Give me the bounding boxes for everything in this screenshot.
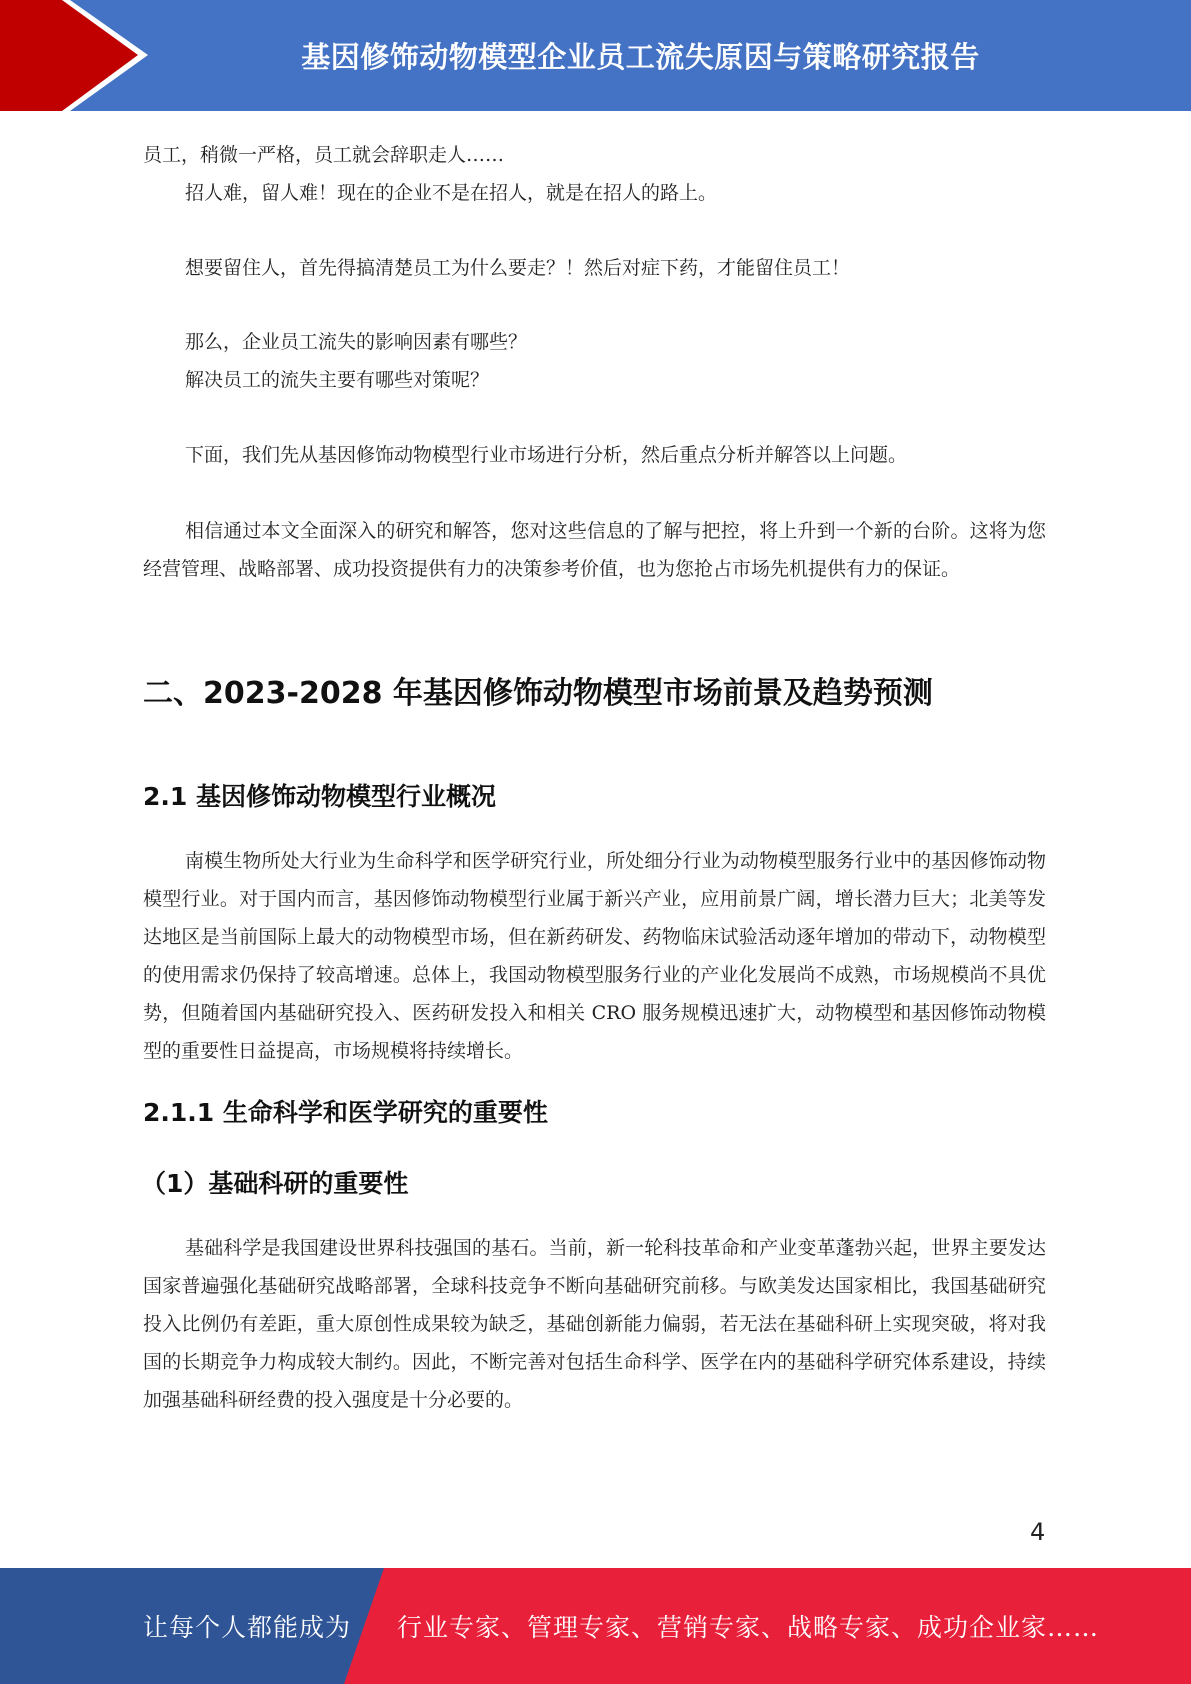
paragraph-value: 相信通过本文全面深入的研究和解答，您对这些信息的了解与把控，将上升到一个新的台阶。这将为您经营管理、战略部署、成功投资提供有力的决策参考价值，也为您抢占市场先机提供有力的保证。 — [143, 520, 1046, 580]
header-arrow-icon — [0, 0, 150, 111]
paragraph-question-strategies: 解决员工的流失主要有哪些对策呢？ — [185, 369, 490, 391]
page-number: 4 — [1030, 1518, 1046, 1546]
paragraph-retain: 想要留住人，首先得搞清楚员工为什么要走？！然后对症下药，才能留住员工！ — [185, 257, 851, 279]
header-title: 基因修饰动物模型企业员工流失原因与策略研究报告 — [301, 40, 980, 74]
item-heading-basic-research: （1）基础科研的重要性 — [141, 1169, 409, 1198]
subsection-heading-2-1-1: 2.1.1 生命科学和医学研究的重要性 — [143, 1098, 548, 1127]
paragraph-continued: 员工，稍微一严格，员工就会辞职走人…… — [143, 144, 505, 166]
paragraph-basic-research: 基础科学是我国建设世界科技强国的基石。当前，新一轮科技革命和产业变革蓬勃兴起，世界主要发达国家普遍强化基础研究战略部署，全球科技竞争不断向基础研究前移。与欧美发达国家相比，我国基础研究投入比例仍有差距，重大原创性成果较为缺乏，基础创新能力偏弱，若无法在基础科研上实现突破，将对我国的长期竞争力构成较大制约。因此，不断完善对包括生命科学、医学在内的基础科学研究体系建设，持续加强基础科研经费的投入强度是十分必要的。 — [143, 1237, 1046, 1411]
footer-slogan-left: 让每个人都能成为 — [143, 1613, 352, 1642]
paragraph-analysis-intro: 下面，我们先从基因修饰动物模型行业市场进行分析，然后重点分析并解答以上问题。 — [185, 444, 908, 466]
paragraph-industry-overview: 南模生物所处大行业为生命科学和医学研究行业，所处细分行业为动物模型服务行业中的基因修饰动物模型行业。对于国内而言，基因修饰动物模型行业属于新兴产业，应用前景广阔，增长潜力巨大；北美等发达地区是当前国际上最大的动物模型市场，但在新药研发、药物临床试验活动逐年增加的带动下，动物模型的使用需求仍保持了较高增速。总体上，我国动物模型服务行业的产业化发展尚不成熟，市场规模尚不具优势，但随着国内基础研究投入、医药研发投入和相关 CRO 服务规模迅速扩大，动物模型和基因修饰动物模型的重要性日益提高，市场规模将持续增长。 — [143, 850, 1046, 1062]
footer-slogan-right: 行业专家、管理专家、营销专家、战略专家、成功企业家…… — [397, 1613, 1100, 1642]
subsection-heading-2-1: 2.1 基因修饰动物模型行业概况 — [143, 782, 496, 811]
page-header — [0, 0, 1191, 111]
paragraph-question-factors: 那么，企业员工流失的影响因素有哪些？ — [185, 331, 528, 353]
page-footer — [0, 1568, 1191, 1684]
section-heading: 二、2023-2028 年基因修饰动物模型市场前景及趋势预测 — [143, 676, 933, 711]
paragraph-hiring: 招人难，留人难！现在的企业不是在招人，就是在招人的路上。 — [185, 182, 718, 204]
